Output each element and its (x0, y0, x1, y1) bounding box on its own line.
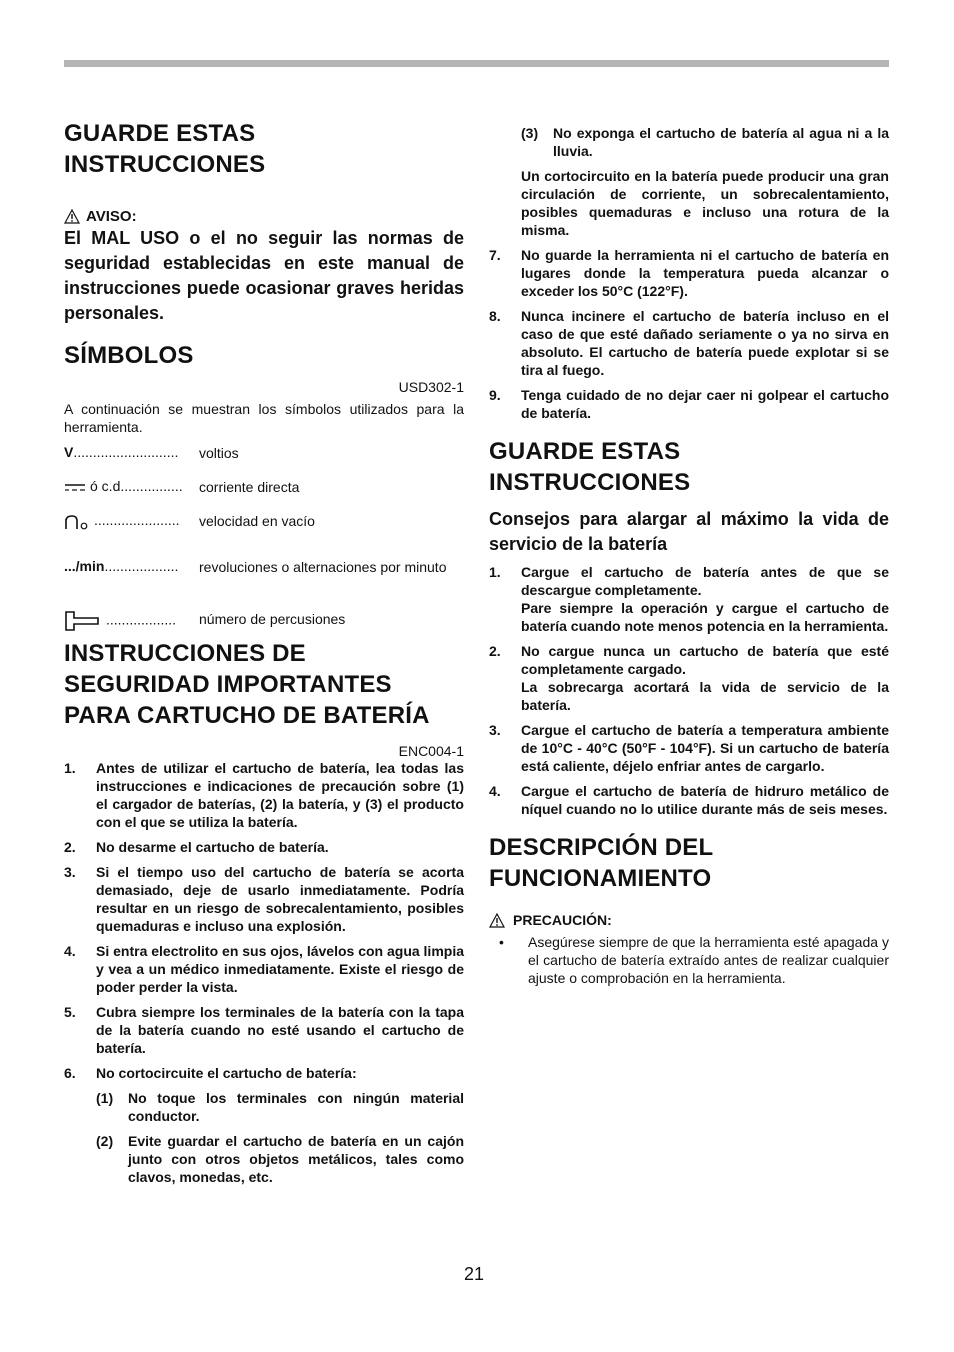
list-item: 3. Si el tiempo uso del cartucho de batería se acorta demasiado, deje de usarlo inmediatamente. Podría resultar en un riesgo de sobrecalentamiento, posibles quemaduras e incluso una explosión. (64, 864, 464, 934)
right-column (489, 124, 889, 987)
symbol-key: ...................... (64, 512, 180, 530)
list-item: 4. Si entra electrolito en sus ojos, lávelos con agua limpia y vea a un médico inmediatamente. Existe el riesgo de poder perder la vista. (64, 943, 464, 995)
heading-consejos: Consejos para alargar al máximo la vida de servicio de la batería (489, 509, 889, 554)
simbolos-intro: A continuación se muestran los símbolos utilizados para la herramienta. (64, 401, 464, 435)
cortocircuito-paragraph: Un cortocircuito en la batería puede producir una gran circulación de corriente, un sobrecalentamiento, posibles quemaduras e incluso una rotura de la misma. (521, 168, 889, 238)
symbol-value: revoluciones o alternaciones por minuto (199, 559, 447, 575)
symbol-row-impacts (64, 610, 464, 644)
list-item: 4. Cargue el cartucho de batería de hidruro metálico de níquel cuando no lo utilice durante más de seis meses. (489, 783, 889, 817)
list-item: 6. No cortocircuite el cartucho de batería: (64, 1065, 357, 1081)
bullet-dot: • (499, 934, 504, 950)
aviso-body: El MAL USO o el no seguir las normas de seguridad establecidas en este manual de instrucciones puede ocasionar graves heridas personales. (64, 228, 464, 323)
code-usd302: USD302-1 (398, 379, 464, 395)
symbol-key: .../min................... (64, 558, 179, 574)
symbol-value: voltios (199, 445, 239, 461)
sublist-item: (2) Evite guardar el cartucho de batería en un cajón junto con otros objetos metálicos, tales como clavos, monedas, etc. (96, 1133, 464, 1185)
list-item: 2. No desarme el cartucho de batería. (64, 839, 329, 855)
safety-sublist-continued (489, 124, 889, 160)
tips-list (489, 563, 889, 818)
symbol-row-dc (64, 478, 464, 512)
no-load-speed-icon (64, 512, 94, 530)
page-number: 21 (464, 1264, 485, 1284)
precaucion-title (489, 912, 889, 928)
sublist-item: (3) No exponga el cartucho de batería al agua ni a la lluvia. (521, 125, 889, 159)
symbol-value: velocidad en vacío (199, 513, 315, 529)
symbol-row-rpm (64, 558, 464, 610)
heading-descripcion-funcionamiento: DESCRIPCIÓN DEL FUNCIONAMIENTO (489, 834, 713, 892)
top-rule (64, 60, 889, 67)
symbol-key: ó c.d................ (64, 478, 183, 494)
code-enc004: ENC004-1 (398, 743, 464, 759)
safety-sublist (64, 1089, 464, 1186)
list-item: 9. Tenga cuidado de no dejar caer ni golpear el cartucho de batería. (489, 387, 889, 421)
precaucion-label: PRECAUCIÓN: (513, 912, 612, 928)
symbol-row-volts (64, 444, 464, 478)
list-item: 7. No guarde la herramienta ni el cartucho de batería en lugares donde la temperatura pueda alcanzar o exceder los 50°C (122°F). (489, 247, 889, 299)
list-item: 2. No cargue nunca un cartucho de batería que esté completamente cargado. La sobrecarga acortará la vida de servicio de la batería. (489, 643, 889, 713)
left-column (64, 118, 464, 1193)
symbol-row-no-load (64, 512, 464, 558)
symbol-value: corriente directa (199, 479, 300, 495)
heading-simbolos: SÍMBOLOS (64, 342, 194, 369)
impact-hammer-icon (64, 610, 100, 632)
direct-current-icon (64, 482, 86, 492)
list-item: 5. Cubra siempre los terminales de la batería con la tapa de la batería cuando no esté usando el cartucho de batería. (64, 1004, 464, 1056)
list-item: 1. Antes de utilizar el cartucho de batería, lea todas las instrucciones e indicaciones de precaución sobre (1) el cargador de baterías, (2) la batería, y (3) el producto con el que se utiliza la batería. (64, 760, 464, 830)
symbol-value: número de percusiones (199, 611, 346, 627)
list-item: 8. Nunca incinere el cartucho de batería incluso en el caso de que esté dañado seriamente o ya no sirva en absoluto. El cartucho de batería puede explotar si se tira al fuego. (489, 308, 889, 378)
sublist-item: (1) No toque los terminales con ningún material conductor. (96, 1090, 464, 1124)
list-item: 3. Cargue el cartucho de batería a temperatura ambiente de 10°C - 40°C (50°F - 104°F). Si un cartucho de batería está caliente, déjelo enfriar antes de cargarlo. (489, 722, 889, 774)
symbol-key: .................. (64, 610, 176, 632)
heading-guarde-estas-instrucciones: GUARDE ESTAS INSTRUCCIONES (64, 120, 266, 178)
heading-guarde-estas-instrucciones-2: GUARDE ESTAS INSTRUCCIONES (489, 438, 691, 496)
aviso-title (64, 208, 464, 225)
symbol-key: V........................... (64, 444, 179, 460)
safety-list-continued (489, 246, 889, 422)
heading-instrucciones-seguridad: INSTRUCCIONES DE SEGURIDAD IMPORTANTES PARA CARTUCHO DE BATERÍA (64, 640, 430, 729)
safety-list (64, 759, 464, 1082)
aviso-label: AVISO: (86, 208, 137, 225)
warning-triangle-icon (64, 209, 80, 224)
list-item: 1. Cargue el cartucho de batería antes de que se descargue completamente. Pare siempre la operación y cargue el cartucho de batería cuando note menos potencia en la herramienta. (489, 564, 889, 634)
warning-triangle-icon (489, 913, 505, 928)
precaucion-bullet: • Asegúrese siempre de que la herramienta esté apagada y el cartucho de batería extraído antes de realizar cualquier ajuste o comprobación en la herramienta. (499, 934, 889, 986)
